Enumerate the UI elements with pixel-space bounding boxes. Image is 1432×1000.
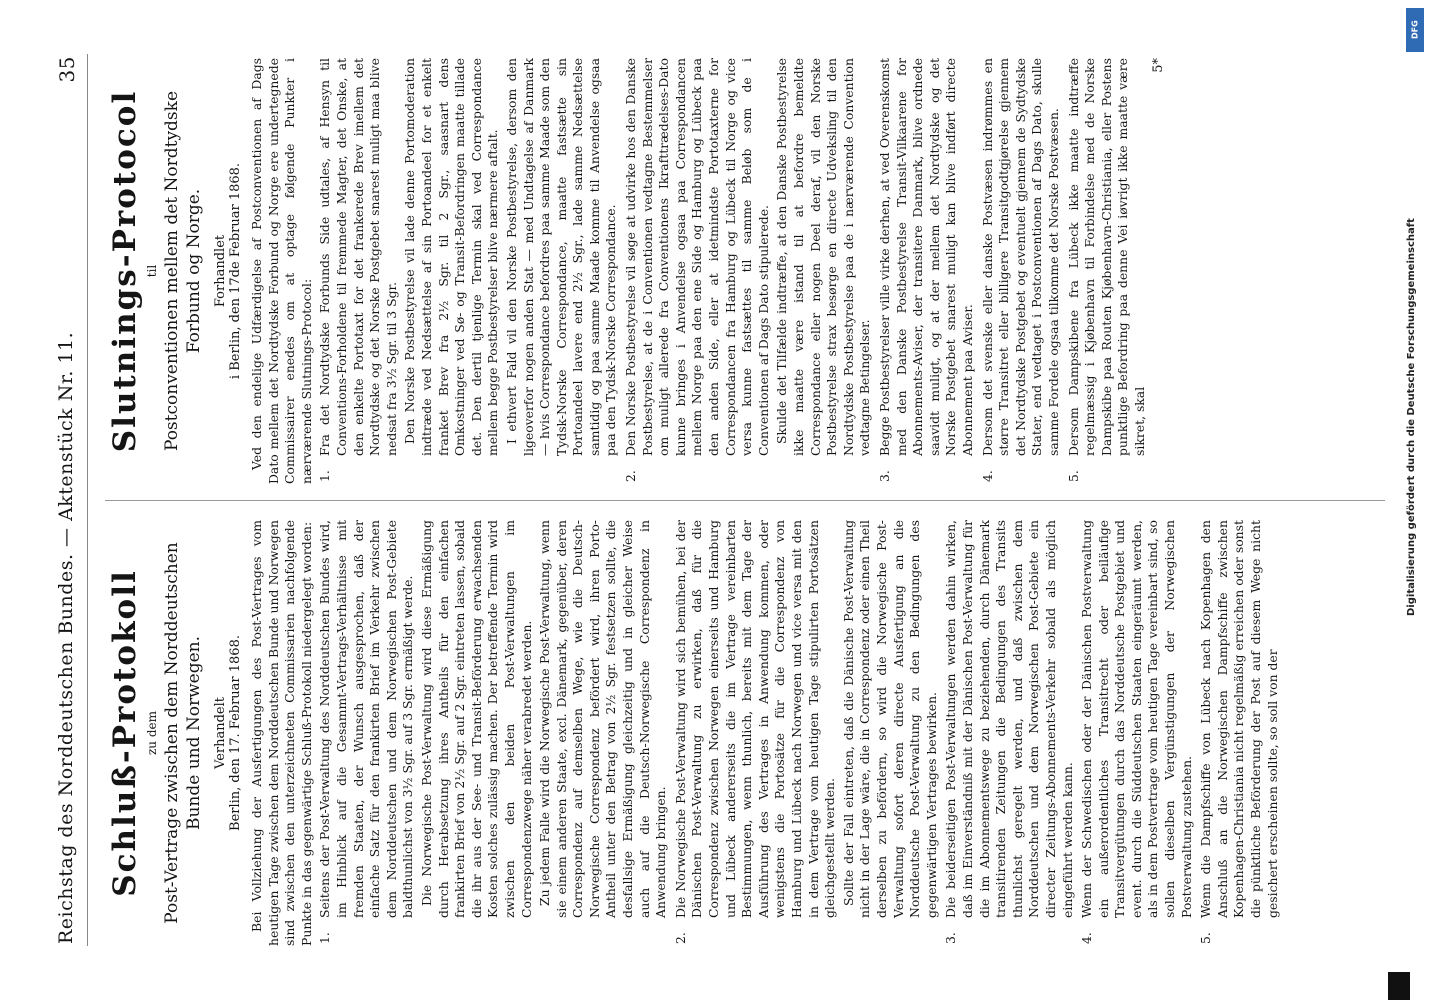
norwegian-section-1: [317, 58, 620, 484]
german-section-5: [1198, 520, 1281, 946]
scan-artifact: [1388, 972, 1410, 1000]
section-paragraph: Die Norwegische Post-Verwaltung wird sich bemühen, bei der Dänischen Post-Verwaltung zu erwirken, daß für die Correspondenz zwischen Norwegen einerseits und Hamburg und Lübeck andererseits die im Vertrage vereinbarten Bestimmungen, wenn thunlich, bereits mit dem Tage der Ausführung des Vertrages in Anwendung kommen, oder wenigstens die Portosätze für die Correspondenz von Hamburg und Lübeck nach Norwegen und vice versa mit den in dem Vertrage vom heutigen Tage stipulirten Portosätzen gleichgestellt werden.: [672, 520, 838, 918]
norwegian-column: [105, 58, 1385, 484]
section-paragraph: Die Norwegische Post-Verwaltung wird diese Ermäßigung durch Herabsetzung ihres Antheils für den einfachen frankirten Brief von 2½ Sgr. auf 2 Sgr. eintreten lassen, sobald die ihr aus der See- und Transit-Beförderung erwachsenden Kosten solches zulässig machen. Der betreffende Termin wird zwischen den beiden Post-Verwaltungen im Correspondenzwege näher verabredet werden.: [418, 520, 534, 918]
section-paragraph: Die beiderseitigen Post-Verwaltungen werden dahin wirken, daß im Einverständniß mit der Dänischen Post-Verwaltung für die im Abonnementswege zu beziehenden, durch Dänemark transitirenden Zeitungen die Bedingungen des Transits thunlichst geregelt werden, und daß zwischen dem Norddeutschen und dem Norwegischen Post-Gebiete ein directer Zeitungs-Abonnements-Verkehr sobald als möglich eingeführt werden kann.: [943, 520, 1075, 918]
norwegian-section-5: [1066, 58, 1149, 484]
norwegian-section-2: [623, 58, 874, 484]
norwegian-section-3: [877, 58, 977, 484]
signature-mark: 5*: [1151, 58, 1167, 73]
section-number: 3.: [876, 470, 892, 482]
german-verhandelt: Verhandelt: [213, 697, 228, 769]
section-number: 4.: [979, 470, 995, 482]
section-paragraph: Den Norske Postbestyrelse vil lade denne Portomoderation indtræde ved Nedsættelse af sin Portoandeel for et enkelt franket Brev fra 2½ Sgr. til 2 Sgr., saasnart dens Omkostninger ved Sø- og Transit-Befordringen maatte tillade det. Den dertil tjenlige Termin skal ved Correspondance mellem begge Postbestyrelser blive nærmere aftalt.: [402, 58, 501, 456]
page-number: 35: [55, 56, 79, 83]
section-number: 1.: [317, 470, 333, 482]
german-section-1: [317, 520, 669, 946]
section-paragraph: I ethvert Fald vil den Norske Postbestyrelse, dersom den ligeoverfor nogen anden Stat — med Undtagelse af Danmark — hvis Correspondance befordres paa samme Maade som den Tydsk-Norske Correspondance, maatte fastsætte sin Portoandeel lavere end 2½ Sgr., lade samme Nedsættelse samtidig og paa samme Maade komme til Anvendelse ogsaa paa den Tydsk-Norske Correspondance.: [503, 58, 619, 456]
norwegian-dateline: i Berlin, den 17de Februar 1868.: [228, 162, 243, 380]
german-title: Schluß-Protokoll: [107, 569, 143, 897]
section-paragraph: Dersom det svenske eller danske Postvæsen indrømmes en større Transitret eller billigere Transitgodtgjørelse gjennem det Nordtydske Postgebet og eventuelt gjennem de Sydtydske Stater, end vedtaget i Postconventionen af Dags Dato, skulle samme Fordele ogsaa tilkomme det Norske Postvæsen.: [979, 58, 1061, 456]
section-number: 2.: [623, 470, 639, 482]
section-paragraph: Sollte der Fall eintreten, daß die Dänische Post-Verwaltung nicht in der Lage wäre, die in Correspondenz oder einen Theil derselben zu befördern, so wird die Norwegische Post-Verwaltung sofort deren directe Ausfertigung an die Norddeutsche Post-Verwaltung zu den Bedingungen des gegenwärtigen Vertrages bewirken.: [840, 520, 939, 918]
digitization-credit: Digitalisierung gefördert durch die Deutsche Forschungsgemeinschaft: [1406, 218, 1417, 616]
german-column: [105, 520, 1385, 946]
norwegian-subtitle: til: [145, 264, 159, 278]
section-number: 5.: [1198, 932, 1214, 944]
german-subtitle: zu dem: [145, 710, 159, 756]
section-number: 4.: [1079, 932, 1095, 944]
section-number: 3.: [943, 932, 959, 944]
german-section-3: [943, 520, 1076, 946]
german-intro: Bei Vollziehung der Ausfertigungen des Post-Vertrages vom heutigen Tage zwischen dem Norddeutschen Bunde und Norwegen sind zwischen den unterzeichneten Commissarien nachfolgende Punkte in das gegenwärtige Schluß-Protokoll niedergelegt worden:: [249, 520, 314, 946]
scanned-page: [21, 10, 1411, 990]
section-paragraph: Begge Postbestyrelser ville virke derhen, at ved Overenskomst med den Danske Postbestyrelse Transit-Vilkaarene for Abonnements-Aviser, der transitere Danmark, blive ordnede saavidt muligt, og at der mellem det Nordtydske og det Norske Postgebet snarest muligt kan blive indført directe Abonnement paa Aviser.: [876, 58, 975, 456]
section-paragraph: Fra det Nordtydske Forbunds Side udtales, af Hensyn til Conventions-Forholdene til fremmede Magter, det Onske, at den enkelte Portotaxt for det frankerede Brev imellem det Nordtydske og det Norske Postgebet snarest muligt maa blive nedsat fra 3½ Sgr. til 3 Sgr.: [317, 58, 399, 456]
norwegian-title: Slutnings-Protocol: [107, 89, 143, 453]
section-paragraph: Seitens der Post-Verwaltung des Norddeutschen Bundes wird, im Hinblick auf die Gesammt-Vertrags-Verhältnisse mit fremden Staaten, der Wunsch ausgesprochen, daß der einfache Satz für den frankirten Brief im Verkehr zwischen dem Norddeutschen und dem Norwegischen Post-Gebiete baldthunlichst von 3½ Sgr. auf 3 Sgr. ermäßigt werde.: [317, 520, 416, 918]
section-paragraph: Den Norske Postbestyrelse vil søge at udvirke hos den Danske Postbestyrelse, at de i Conventionen vedtagne Bestemmelser om muligt allerede fra Conventionens Ikrafttrædelses-Dato kunne bringes i Anvendelse ogsaa paa Correspondancen mellem Norge paa den ene Side og Hamburg og Lübeck paa den anden Side, eller at idetmindste Portotaxterne for Correspondancen fra Hamburg og Lübeck til Norge og vice versa kunne fastsættes til samme Beløb som de i Conventionen af Dags Dato stipulerede.: [623, 58, 771, 456]
dfg-logo: DFG: [1406, 8, 1424, 52]
section-number: 1.: [317, 932, 333, 944]
norwegian-agreement-title: Postconventionen mellem det Nordtydske Forbund og Norge.: [162, 90, 204, 452]
german-dateline: Berlin, den 17. Februar 1868.: [228, 635, 243, 831]
norwegian-section-4: [980, 58, 1063, 484]
section-number: 5.: [1065, 470, 1081, 482]
section-paragraph: Zu jedem Falle wird die Norwegische Post-Verwaltung, wenn sie einem anderen Staate, excl. Dänemark, gegenüber, deren Correspondenz auf demselben Wege, wie die Deutsch-Norwegische Correspondenz befördert wird, ihren Porto-Antheil unter den Betrag von 2½ Sgr. festsetzen sollte, die desfallsige Ermäßigung gleichzeitig und in gleicher Weise auch auf die Deutsch-Norwegische Correspondenz in Anwendung bringen.: [537, 520, 669, 918]
section-paragraph: Wenn der Schwedischen oder der Dänischen Postverwaltung ein außerordentliches Transitrecht oder beiläufige Transitvergütungen durch das Norddeutsche Postgebiet und event. durch die Süddeutschen Staaten eingeräumt werden, als in dem Postvertrage vom heutigen Tage vereinbart sind, so sollen dieselben Vergünstigungen der Norwegischen Postverwaltung zustehen.: [1079, 520, 1194, 918]
german-section-4: [1079, 520, 1195, 946]
running-title: Reichstag des Norddeutschen Bundes. — Aktenstück Nr. 11.: [55, 331, 77, 944]
section-paragraph: Dersom Dampskibene fra Lübeck ikke maatte indtræffe regelmæssig i Kjøbenhavn til Forbindelse med de Norske Dampskibe paa Routen Kjøbenhavn-Christiania, eller Postens punktlige Befordring paa denne Vei iøvrigt ikke maatte være sikret, skal: [1065, 58, 1147, 456]
section-paragraph: Skulde det Tilfælde indtræffe, at den Danske Postbestyrelse ikke maatte være istand til at befordre bemeldte Correspondance eller nogen Deel deraf, vil den Norske Postbestyrelse strax besørge en directe Udveksling til den Nordtydske Postbestyrelse paa de i nærværende Convention vedtagne Betingelser.: [774, 58, 873, 456]
column-divider: [105, 500, 1385, 501]
section-number: 2.: [672, 932, 688, 944]
section-paragraph: Wenn die Dampfschiffe von Lübeck nach Kopenhagen den Anschluß an die Norwegischen Dampfschiffe zwischen Kopenhagen-Christiania nicht regelmäßig erreichen oder sonst die pünktliche Beförderung der Post auf diesem Wege nicht gesichert erscheinen sollte, so soll von der: [1198, 520, 1280, 918]
norwegian-forhandlet: Forhandlet: [213, 234, 228, 308]
running-header: [47, 54, 88, 946]
german-agreement-title: Post-Vertrage zwischen dem Norddeutschen Bunde und Norwegen.: [162, 542, 204, 924]
german-section-2: [673, 520, 941, 946]
norwegian-intro: Ved den endelige Udfærdigelse af Postconventionen af Dags Dato mellem det Nordtydske Forbund og Norge ere undertegnede Commissairer enedes om at optage følgende Punkter i nærværende Slutnings-Protocol:: [249, 58, 314, 484]
